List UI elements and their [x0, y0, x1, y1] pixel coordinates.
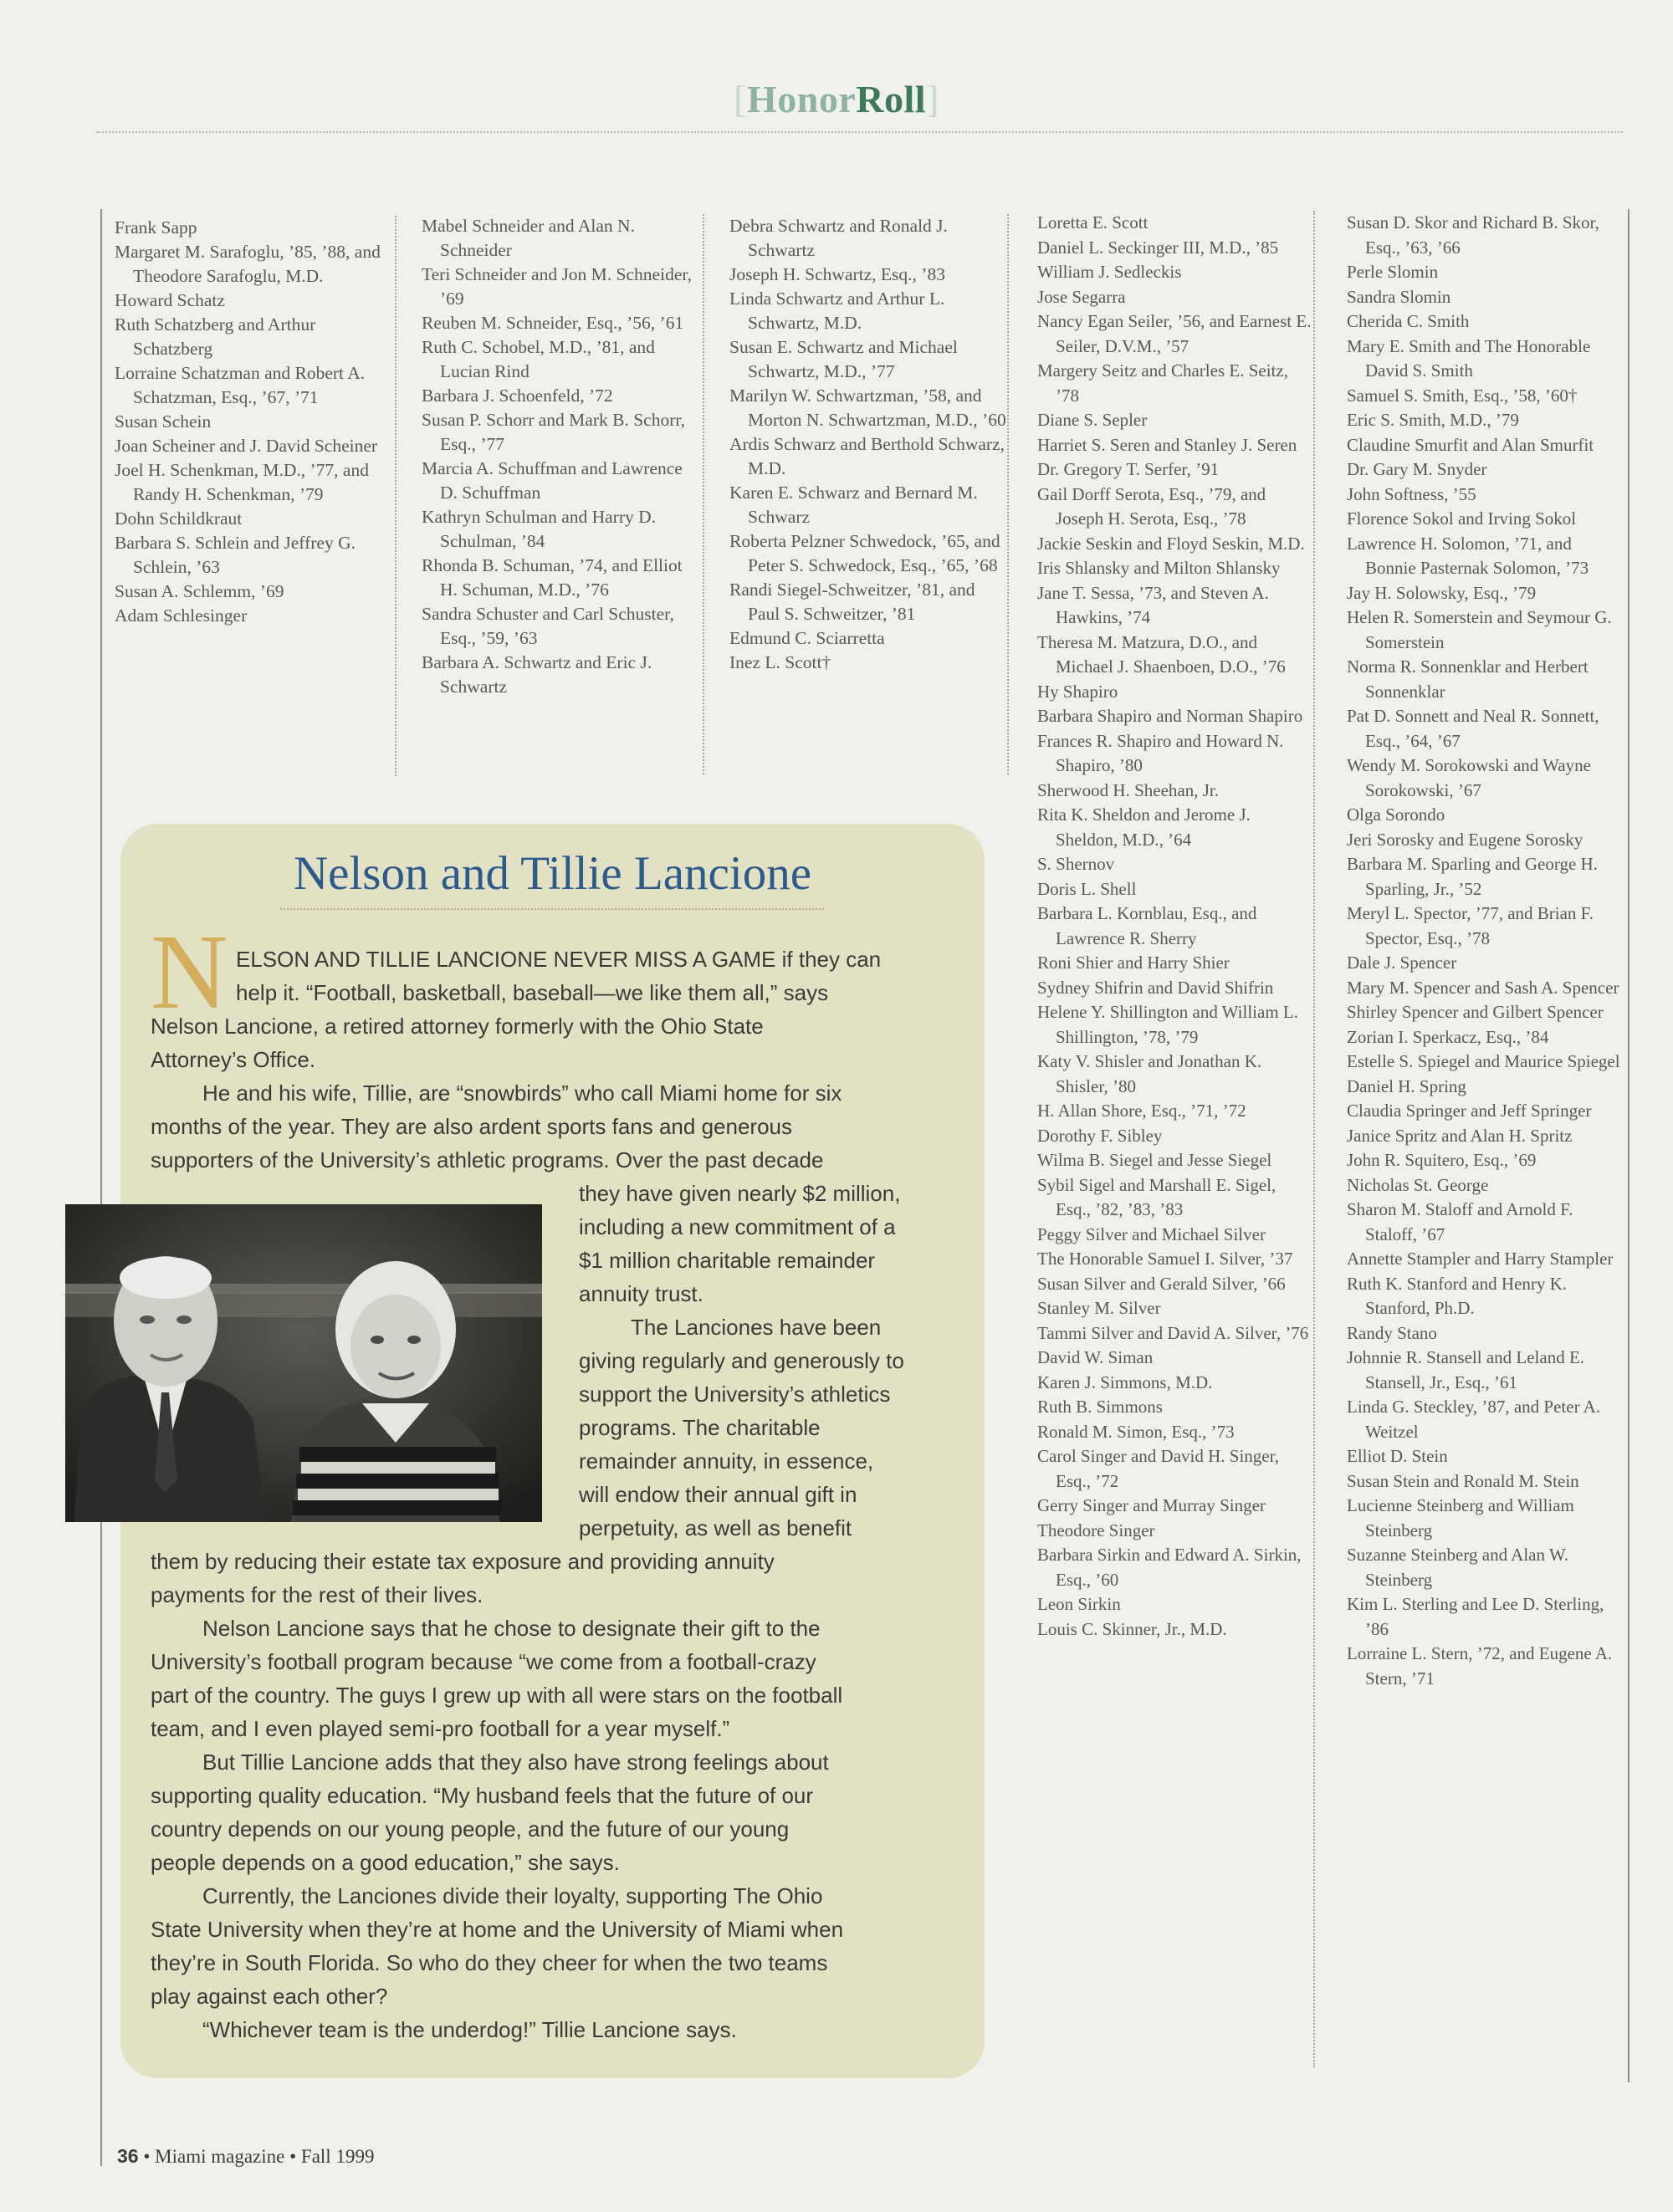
honor-roll-entry: Roni Shier and Harry Shier: [1037, 953, 1230, 973]
issue-date: Fall 1999: [300, 2146, 375, 2167]
feature-line: country depends on our young people, and the future of our young: [151, 1816, 790, 1842]
honor-roll-entry: John Softness, ’55: [1347, 483, 1476, 504]
feature-line: annuity trust.: [579, 1281, 703, 1306]
honor-roll-entry: Sandra Slomin: [1347, 286, 1451, 307]
feature-line: support the University’s athletics: [579, 1382, 891, 1407]
honor-roll-entry: S. Shernov: [1037, 854, 1115, 874]
honor-roll-entry: Debra Schwartz and Ronald J. Schwartz: [729, 216, 948, 260]
honor-roll-entry: Joan Scheiner and J. David Scheiner: [115, 436, 378, 456]
honor-roll-entry: Daniel H. Spring: [1347, 1075, 1466, 1096]
honor-roll-entry: Leon Sirkin: [1037, 1594, 1121, 1614]
honor-roll-entry: Diane S. Sepler: [1037, 410, 1148, 430]
honor-roll-entry: Teri Schneider and Jon M. Schneider, ’69: [422, 264, 693, 309]
honor-roll-entry: Jose Segarra: [1037, 286, 1126, 307]
honor-roll-entry: Jackie Seskin and Floyd Seskin, M.D.: [1037, 533, 1305, 554]
honor-roll-entry: Randi Siegel-Schweitzer, ’81, and Paul S. Schweitzer, ’81: [729, 580, 975, 624]
feature-line: help it. “Football, basketball, baseball—we like them all,” says: [236, 980, 829, 1005]
right-margin-rule: [1628, 209, 1630, 2082]
feature-title-rule: [280, 908, 824, 910]
honor-roll-entry: Meryl L. Spector, ’77, and Brian F. Spector, Esq., ’78: [1347, 903, 1594, 948]
honor-roll-entry: Ruth C. Schobel, M.D., ’81, and Lucian Rind: [422, 337, 655, 381]
honor-roll-entry: Wilma B. Siegel and Jesse Siegel: [1037, 1150, 1272, 1170]
feature-line: including a new commitment of a: [579, 1214, 896, 1239]
honor-roll-entry: Suzanne Steinberg and Alan W. Steinberg: [1347, 1545, 1568, 1590]
honor-roll-entry: Dorothy F. Sibley: [1037, 1125, 1163, 1146]
honor-roll-entry: H. Allan Shore, Esq., ’71, ’72: [1037, 1101, 1246, 1121]
honor-roll-entry: Inez L. Scott†: [729, 652, 831, 672]
left-margin-rule: [100, 209, 102, 2166]
couple-photo: [65, 1204, 542, 1522]
honor-roll-entry: Janice Spritz and Alan H. Spritz: [1347, 1125, 1573, 1146]
feature-line: payments for the rest of their lives.: [151, 1582, 483, 1607]
magazine-name: Miami magazine: [155, 2146, 285, 2167]
honor-roll-entry: Marilyn W. Schwartzman, ’58, and Morton N. Schwartzman, M.D., ’60: [729, 386, 1006, 430]
footer-separator: •: [143, 2146, 151, 2167]
honor-roll-entry: Edmund C. Sciarretta: [729, 628, 885, 648]
honor-roll-entry: Annette Stampler and Harry Stampler: [1347, 1249, 1614, 1269]
honor-roll-entry: Cherida C. Smith: [1347, 311, 1470, 331]
honor-roll-entry: Carol Singer and David H. Singer, Esq., ’72: [1037, 1446, 1280, 1491]
honor-roll-entry: Claudine Smurfit and Alan Smurfit: [1347, 434, 1594, 455]
feature-line: But Tillie Lancione adds that they also have strong feelings about: [202, 1750, 829, 1775]
honor-roll-entry: Rhonda B. Schuman, ’74, and Elliot H. Schuman, M.D., ’76: [422, 555, 683, 600]
honor-roll-entry: Barbara M. Sparling and George H. Sparling, Jr., ’52: [1347, 854, 1598, 899]
honor-roll-entry: Kim L. Sterling and Lee D. Sterling, ’86: [1347, 1594, 1604, 1639]
honor-roll-entry: Eric S. Smith, M.D., ’79: [1347, 410, 1519, 430]
honor-roll-entry: Lorraine Schatzman and Robert A. Schatzman, Esq., ’67, ’71: [115, 363, 366, 407]
feature-line: State University when they’re at home and the University of Miami when: [151, 1917, 844, 1942]
honor-roll-entry: Lawrence H. Solomon, ’71, and Bonnie Pasternak Solomon, ’73: [1347, 533, 1589, 578]
honor-roll-entry: Barbara J. Schoenfeld, ’72: [422, 386, 613, 406]
honor-roll-column-1: [115, 216, 397, 776]
honor-roll-entry: Susan Silver and Gerald Silver, ’66: [1037, 1273, 1286, 1294]
honor-roll-entry: Mary M. Spencer and Sash A. Spencer: [1347, 977, 1619, 998]
honor-roll-column-2: [422, 214, 704, 774]
honor-roll-entry: Barbara A. Schwartz and Eric J. Schwartz: [422, 652, 652, 697]
honor-roll-entry: Ruth Schatzberg and Arthur Schatzberg: [115, 314, 316, 359]
header-bracket-close: ]: [926, 78, 939, 120]
feature-line: perpetuity, as well as benefit: [579, 1515, 852, 1540]
honor-roll-entry: Wendy M. Sorokowski and Wayne Sorokowski, ’67: [1347, 755, 1591, 800]
honor-roll-entry: Zorian I. Sperkacz, Esq., ’84: [1347, 1026, 1549, 1047]
honor-roll-entry: Susan Stein and Ronald M. Stein: [1347, 1470, 1579, 1491]
honor-roll-entry: Theodore Singer: [1037, 1520, 1155, 1540]
honor-roll-entry: Nicholas St. George: [1347, 1174, 1489, 1195]
feature-line: months of the year. They are also ardent sports fans and generous: [151, 1114, 792, 1139]
honor-roll-entry: Jeri Sorosky and Eugene Sorosky: [1347, 829, 1583, 850]
header-roll: Roll: [856, 78, 927, 120]
honor-roll-entry: Frances R. Shapiro and Howard N. Shapiro, ’80: [1037, 730, 1284, 775]
honor-roll-entry: Louis C. Skinner, Jr., M.D.: [1037, 1618, 1227, 1639]
honor-roll-entry: Harriet S. Seren and Stanley J. Seren: [1037, 434, 1297, 455]
honor-roll-entry: Barbara S. Schlein and Jeffrey G. Schlein, ’63: [115, 533, 356, 577]
feature-line: ELSON AND TILLIE LANCIONE NEVER MISS A GAME if they can: [236, 947, 882, 972]
honor-roll-entry: Stanley M. Silver: [1037, 1298, 1161, 1318]
honor-roll-entry: Karen E. Schwarz and Bernard M. Schwarz: [729, 483, 978, 527]
honor-roll-entry: Pat D. Sonnett and Neal R. Sonnett, Esq., ’64, ’67: [1347, 706, 1599, 751]
feature-line: them by reducing their estate tax exposure and providing annuity: [151, 1549, 775, 1574]
honor-roll-entry: Estelle S. Spiegel and Maurice Spiegel: [1347, 1051, 1620, 1071]
couple-photo-image: [65, 1204, 542, 1522]
feature-line: The Lanciones have been: [631, 1315, 882, 1340]
honor-roll-entry: Samuel S. Smith, Esq., ’58, ’60†: [1347, 385, 1578, 406]
honor-roll-entry: Norma R. Sonnenklar and Herbert Sonnenklar: [1347, 656, 1589, 702]
honor-roll-entry: Margery Seitz and Charles E. Seitz, ’78: [1037, 360, 1288, 406]
honor-roll-entry: Barbara Sirkin and Edward A. Sirkin, Esq., ’60: [1037, 1545, 1302, 1590]
feature-line: team, and I even played semi-pro football for a year myself.”: [151, 1716, 730, 1741]
feature-title: Nelson and Tillie Lancione: [293, 847, 811, 900]
honor-roll-entry: Olga Sorondo: [1347, 805, 1445, 825]
feature-line: $1 million charitable remainder: [579, 1248, 876, 1273]
feature-line: supporters of the University’s athletic programs. Over the past decade: [151, 1147, 824, 1172]
feature-body-wrap: [579, 1177, 904, 1545]
honor-roll-entry: Adam Schlesinger: [115, 605, 248, 626]
honor-roll-entry: Ronald M. Simon, Esq., ’73: [1037, 1421, 1235, 1442]
honor-roll-entry: Perle Slomin: [1347, 262, 1439, 282]
honor-roll-entry: Iris Shlansky and Milton Shlansky: [1037, 558, 1281, 578]
honor-roll-entry: Lucienne Steinberg and William Steinberg: [1347, 1495, 1574, 1540]
honor-roll-entry: Howard Schatz: [115, 290, 225, 310]
honor-roll-entry: Ruth K. Stanford and Henry K. Stanford, Ph.D.: [1347, 1273, 1568, 1318]
feature-line: He and his wife, Tillie, are “snowbirds” who call Miami home for six: [202, 1080, 842, 1106]
honor-roll-entry: Gerry Singer and Murray Singer: [1037, 1495, 1266, 1515]
honor-roll-entry: Helene Y. Shillington and William L. Shillington, ’78, ’79: [1037, 1002, 1298, 1047]
honor-roll-entry: Ruth B. Simmons: [1037, 1397, 1163, 1417]
honor-roll-entry: Dale J. Spencer: [1347, 953, 1457, 973]
honor-roll-entry: Susan Schein: [115, 411, 212, 432]
feature-body-top: [151, 943, 881, 1177]
honor-roll-entry: Joel H. Schenkman, M.D., ’77, and Randy H. Schenkman, ’79: [115, 460, 369, 504]
honor-roll-entry: Claudia Springer and Jeff Springer: [1347, 1101, 1592, 1121]
honor-roll-entry: Peggy Silver and Michael Silver: [1037, 1223, 1266, 1244]
feature-line: giving regularly and generously to: [579, 1348, 904, 1373]
feature-line: Attorney’s Office.: [151, 1047, 316, 1072]
honor-roll-entry: Nancy Egan Seiler, ’56, and Earnest E. Seiler, D.V.M., ’57: [1037, 311, 1312, 356]
feature-line: programs. The charitable: [579, 1415, 821, 1440]
honor-roll-entry: Johnnie R. Stansell and Leland E. Stansell, Jr., Esq., ’61: [1347, 1347, 1585, 1392]
honor-roll-entry: Dr. Gregory T. Serfer, ’91: [1037, 459, 1220, 479]
honor-roll-entry: Kathryn Schulman and Harry D. Schulman, ’84: [422, 507, 657, 551]
feature-line: play against each other?: [151, 1984, 388, 2009]
honor-roll-entry: Reuben M. Schneider, Esq., ’56, ’61: [422, 313, 684, 333]
honor-roll-entry: Hy Shapiro: [1037, 681, 1118, 702]
feature-dropcap: N: [151, 912, 228, 1031]
feature-line: people depends on a good education,” she says.: [151, 1850, 620, 1875]
honor-roll-entry: The Honorable Samuel I. Silver, ’37: [1037, 1249, 1293, 1269]
honor-roll-entry: Karen J. Simmons, M.D.: [1037, 1372, 1213, 1392]
honor-roll-entry: William J. Sedleckis: [1037, 262, 1182, 282]
honor-roll-column-4: [1037, 211, 1315, 2067]
feature-line: University’s football program because “we come from a football-crazy: [151, 1649, 816, 1674]
honor-roll-entry: Susan E. Schwartz and Michael Schwartz, M.D., ’77: [729, 337, 958, 381]
honor-roll-entry: Sybil Sigel and Marshall E. Sigel, Esq., ’82, ’83, ’83: [1037, 1174, 1276, 1219]
honor-roll-entry: Daniel L. Seckinger III, M.D., ’85: [1037, 237, 1279, 258]
honor-roll-entry: Loretta E. Scott: [1037, 212, 1149, 232]
honor-roll-entry: Jay H. Solowsky, Esq., ’79: [1347, 582, 1537, 603]
honor-roll-entry: Ardis Schwarz and Berthold Schwarz, M.D.: [729, 434, 1005, 478]
honor-roll-column-5: [1347, 211, 1623, 1691]
feature-line: remainder annuity, in essence,: [579, 1448, 874, 1474]
honor-roll-entry: Mabel Schneider and Alan N. Schneider: [422, 216, 635, 260]
honor-roll-entry: Barbara Shapiro and Norman Shapiro: [1037, 706, 1303, 726]
feature-line: Currently, the Lanciones divide their loyalty, supporting The Ohio: [202, 1883, 823, 1908]
honor-roll-entry: Sydney Shifrin and David Shifrin: [1037, 977, 1274, 998]
honor-roll-entry: Linda G. Steckley, ’87, and Peter A. Weitzel: [1347, 1397, 1601, 1442]
honor-roll-entry: Randy Stano: [1347, 1322, 1437, 1343]
honor-roll-column-3: [729, 214, 1009, 774]
honor-roll-entry: Shirley Spencer and Gilbert Spencer: [1347, 1002, 1604, 1022]
honor-roll-entry: Sherwood H. Sheehan, Jr.: [1037, 779, 1219, 800]
honor-roll-entry: Katy V. Shisler and Jonathan K. Shisler, ’80: [1037, 1051, 1262, 1096]
honor-roll-entry: Susan D. Skor and Richard B. Skor, Esq., ’63, ’66: [1347, 212, 1599, 258]
honor-roll-entry: Marcia A. Schuffman and Lawrence D. Schuffman: [422, 458, 683, 503]
honor-roll-entry: Doris L. Shell: [1037, 878, 1137, 899]
honor-roll-entry: Joseph H. Schwartz, Esq., ’83: [729, 264, 945, 284]
honor-roll-entry: Theresa M. Matzura, D.O., and Michael J. Shaenboen, D.O., ’76: [1037, 631, 1286, 677]
honor-roll-entry: Sharon M. Staloff and Arnold F. Staloff, ’67: [1347, 1199, 1573, 1244]
honor-roll-entry: John R. Squitero, Esq., ’69: [1347, 1150, 1537, 1170]
feature-body-bottom: [151, 1545, 843, 2046]
honor-roll-entry: Jane T. Sessa, ’73, and Steven A. Hawkins, ’74: [1037, 582, 1269, 627]
honor-roll-entry: Barbara L. Kornblau, Esq., and Lawrence R. Sherry: [1037, 903, 1257, 948]
honor-roll-entry: Rita K. Sheldon and Jerome J. Sheldon, M.D., ’64: [1037, 805, 1251, 850]
honor-roll-entry: Roberta Pelzner Schwedock, ’65, and Peter S. Schwedock, Esq., ’65, ’68: [729, 531, 1000, 575]
honor-roll-entry: Tammi Silver and David A. Silver, ’76: [1037, 1322, 1309, 1343]
honor-roll-entry: Gail Dorff Serota, Esq., ’79, and Joseph H. Serota, Esq., ’78: [1037, 483, 1266, 529]
section-header: [0, 77, 1673, 121]
header-divider: [96, 131, 1623, 133]
feature-line: supporting quality education. “My husband feels that the future of our: [151, 1783, 814, 1808]
honor-roll-entry: Florence Sokol and Irving Sokol: [1347, 508, 1577, 529]
honor-roll-entry: Margaret M. Sarafoglu, ’85, ’88, and Theodore Sarafoglu, M.D.: [115, 242, 381, 286]
honor-roll-entry: Frank Sapp: [115, 217, 197, 238]
feature-line: Nelson Lancione, a retired attorney formerly with the Ohio State: [151, 1014, 764, 1039]
honor-roll-entry: Lorraine L. Stern, ’72, and Eugene A. Stern, ’71: [1347, 1643, 1613, 1688]
honor-roll-entry: Dr. Gary M. Snyder: [1347, 459, 1487, 479]
feature-line: part of the country. The guys I grew up with all were stars on the football: [151, 1683, 843, 1708]
honor-roll-entry: Linda Schwartz and Arthur L. Schwartz, M.D.: [729, 289, 945, 333]
feature-line: will endow their annual gift in: [579, 1482, 857, 1507]
honor-roll-entry: Susan A. Schlemm, ’69: [115, 581, 284, 601]
honor-roll-entry: Elliot D. Stein: [1347, 1446, 1448, 1466]
feature-line: Nelson Lancione says that he chose to designate their gift to the: [202, 1616, 821, 1641]
feature-line: they’re in South Florida. So who do they cheer for when the two teams: [151, 1950, 828, 1975]
footer-separator: •: [289, 2146, 297, 2167]
feature-line: they have given nearly $2 million,: [579, 1181, 901, 1206]
honor-roll-entry: Sandra Schuster and Carl Schuster, Esq., ’59, ’63: [422, 604, 674, 648]
honor-roll-entry: David W. Siman: [1037, 1347, 1154, 1367]
honor-roll-entry: Mary E. Smith and The Honorable David S. Smith: [1347, 335, 1591, 381]
honor-roll-entry: Susan P. Schorr and Mark B. Schorr, Esq., ’77: [422, 410, 686, 454]
header-honor: Honor: [746, 78, 857, 120]
header-bracket-open: [: [734, 78, 747, 120]
page-number: 36: [117, 2145, 139, 2167]
honor-roll-entry: Helen R. Somerstein and Seymour G. Somerstein: [1347, 607, 1612, 652]
page-footer: [117, 2145, 374, 2168]
honor-roll-entry: Dohn Schildkraut: [115, 508, 243, 529]
feature-line: “Whichever team is the underdog!” Tillie Lancione says.: [202, 2017, 737, 2042]
